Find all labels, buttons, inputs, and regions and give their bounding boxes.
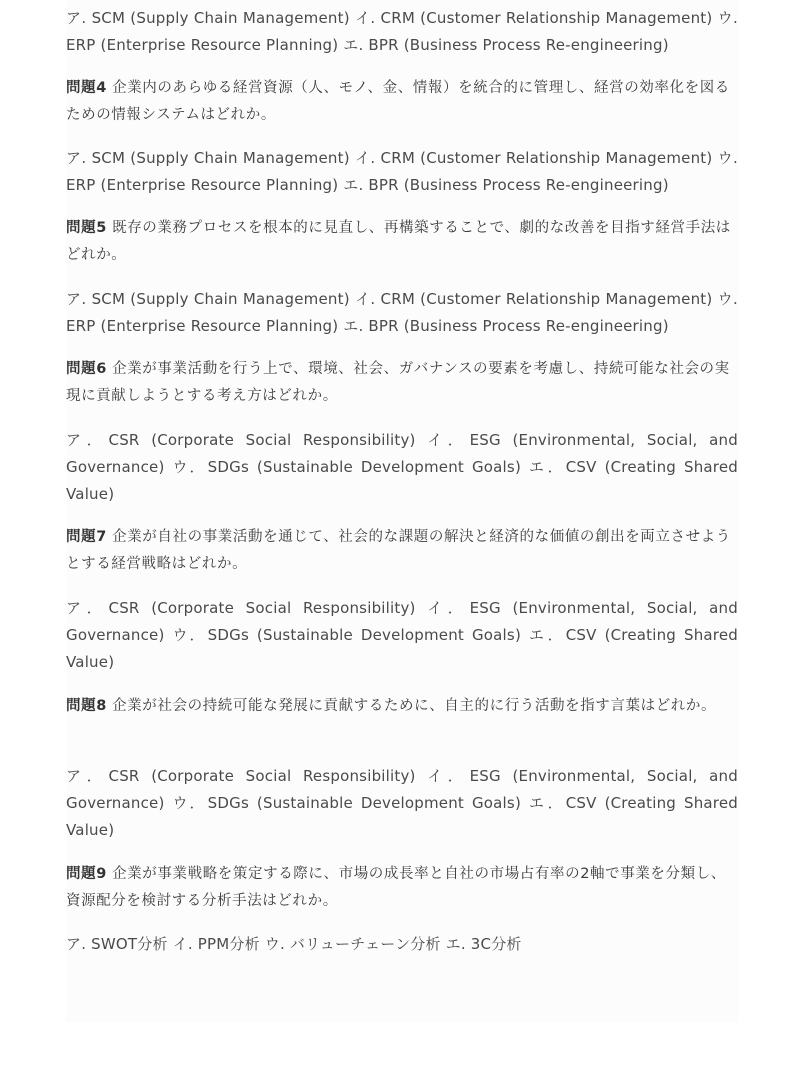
document-page: [66, 0, 738, 1022]
answer-options: ア．CSR (Corporate Social Responsibility) イ．ESG (Environmental, Social, and Governance) ウ．SDGs (Sustainable Development Goals) エ．CSV (Creating Shared Value): [66, 767, 738, 839]
question-text: 企業が自社の事業活動を通じて、社会的な課題の解決と経済的な価値の創出を両立させようとする経営戦略はどれか。: [66, 529, 731, 572]
answer-options: ア．CSR (Corporate Social Responsibility) イ．ESG (Environmental, Social, and Governance) ウ．SDGs (Sustainable Development Goals) エ．CSV (Creating Shared Value): [66, 431, 738, 503]
question-4: [66, 75, 738, 129]
question-text: 企業内のあらゆる経営資源（人、モノ、金、情報）を統合的に管理し、経営の効率化を図るための情報システムはどれか。: [66, 80, 730, 123]
question-5: [66, 215, 738, 269]
question-label: 問題4: [66, 80, 107, 96]
question-label: 問題5: [66, 220, 107, 236]
question-label: 問題9: [66, 866, 107, 882]
question-9: [66, 861, 738, 915]
answer-options: ア. SWOT分析 イ. PPM分析 ウ. バリューチェーン分析 エ. 3C分析: [66, 935, 522, 953]
question-6: [66, 356, 738, 410]
answer-options: ア. SCM (Supply Chain Management) イ. CRM (Customer Relationship Management) ウ. ERP (Enterprise Resource Planning) エ. BPR (Business Process Re-engineering): [66, 149, 738, 194]
question-text: 企業が社会の持続可能な発展に貢献するために、自主的に行う活動を指す言葉はどれか。: [106, 698, 717, 714]
answer-options: ア. SCM (Supply Chain Management) イ. CRM (Customer Relationship Management) ウ. ERP (Enterprise Resource Planning) エ. BPR (Business Process Re-engineering): [66, 9, 738, 54]
question-text: 企業が事業戦略を策定する際に、市場の成長率と自社の市場占有率の2軸で事業を分類し、資源配分を検討する分析手法はどれか。: [66, 866, 726, 909]
question-7: [66, 524, 738, 578]
question-text: 既存の業務プロセスを根本的に見直し、再構築することで、劇的な改善を目指す経営手法はどれか。: [66, 220, 731, 263]
question-label: 問題8: [66, 698, 107, 714]
question-label: 問題6: [66, 361, 107, 377]
question-8: [66, 693, 738, 720]
answer-options: ア. SCM (Supply Chain Management) イ. CRM (Customer Relationship Management) ウ. ERP (Enterprise Resource Planning) エ. BPR (Business Process Re-engineering): [66, 290, 738, 335]
question-label: 問題7: [66, 529, 107, 545]
answer-options: ア．CSR (Corporate Social Responsibility) イ．ESG (Environmental, Social, and Governance) ウ．SDGs (Sustainable Development Goals) エ．CSV (Creating Shared Value): [66, 599, 738, 671]
question-text: 企業が事業活動を行う上で、環境、社会、ガバナンスの要素を考慮し、持続可能な社会の実現に貢献しようとする考え方はどれか。: [66, 361, 730, 404]
